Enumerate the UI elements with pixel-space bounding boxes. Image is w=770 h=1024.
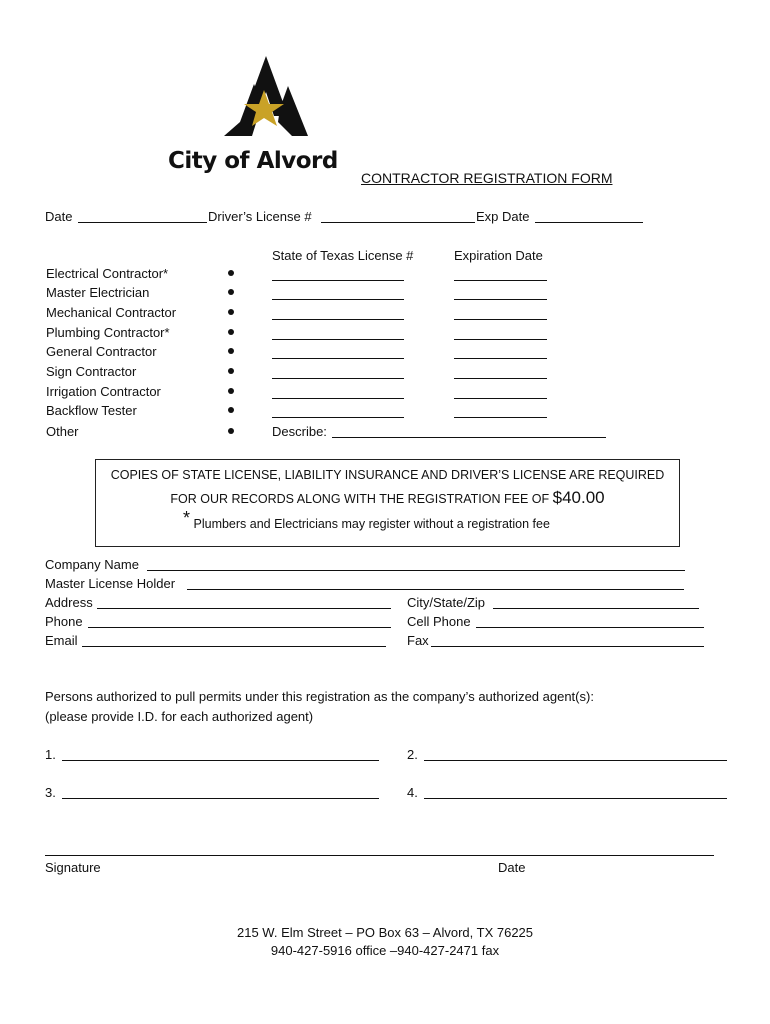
license-type-label: Plumbing Contractor* — [46, 325, 170, 340]
bullet-icon — [228, 329, 234, 335]
license-type-label: Backflow Tester — [46, 403, 137, 418]
star-a-logo-icon — [166, 52, 351, 152]
notice-line-2 — [96, 488, 679, 508]
expiration-line[interactable] — [454, 319, 547, 320]
email-line[interactable] — [82, 646, 386, 647]
bullet-icon — [228, 388, 234, 394]
license-number-line[interactable] — [272, 319, 404, 320]
license-number-line[interactable] — [272, 378, 404, 379]
agent-number-2: 2. — [407, 747, 418, 762]
exp-date-label: Exp Date — [476, 209, 530, 224]
email-label: Email — [45, 633, 78, 648]
company-name-line[interactable] — [147, 570, 685, 571]
date-label: Date — [45, 209, 73, 224]
date-line[interactable] — [78, 222, 207, 223]
signature-line[interactable] — [45, 855, 714, 856]
describe-label: Describe: — [272, 424, 327, 439]
signature-date-label: Date — [498, 860, 526, 875]
notice-line-3-text: Plumbers and Electricians may register without a registration fee — [193, 517, 550, 531]
bullet-icon — [228, 348, 234, 354]
address-line[interactable] — [97, 608, 391, 609]
agents-note: (please provide I.D. for each authorized agent) — [45, 709, 314, 724]
describe-line[interactable] — [332, 437, 606, 438]
license-type-label: General Contractor — [46, 344, 157, 359]
license-number-line[interactable] — [272, 339, 404, 340]
address-label: Address — [45, 595, 93, 610]
expiration-line[interactable] — [454, 339, 547, 340]
drivers-license-line[interactable] — [321, 222, 475, 223]
notice-box — [95, 459, 680, 547]
agent-line-2[interactable] — [424, 760, 727, 761]
city-logo — [166, 52, 351, 184]
fax-label: Fax — [407, 633, 429, 648]
fax-line[interactable] — [431, 646, 704, 647]
state-license-header: State of Texas License # — [272, 248, 414, 263]
agent-line-1[interactable] — [62, 760, 379, 761]
company-name-label: Company Name — [45, 557, 139, 572]
drivers-license-label: Driver’s License # — [208, 209, 312, 224]
bullet-icon — [228, 368, 234, 374]
license-type-label: Sign Contractor — [46, 364, 137, 379]
expiration-line[interactable] — [454, 358, 547, 359]
master-license-holder-label: Master License Holder — [45, 576, 176, 591]
agent-line-3[interactable] — [62, 798, 379, 799]
notice-line-3 — [183, 508, 550, 533]
fee-amount: $40.00 — [552, 488, 605, 507]
phone-line[interactable] — [88, 627, 391, 628]
license-type-label: Electrical Contractor* — [46, 266, 169, 281]
notice-line-1: COPIES OF STATE LICENSE, LIABILITY INSURANCE AND DRIVER’S LICENSE ARE REQUIRED — [110, 468, 665, 482]
expiration-line[interactable] — [454, 378, 547, 379]
expiration-line[interactable] — [454, 417, 547, 418]
city-state-zip-label: City/State/Zip — [407, 595, 486, 610]
bullet-icon — [228, 309, 234, 315]
expiration-line[interactable] — [454, 280, 547, 281]
cell-phone-label: Cell Phone — [407, 614, 471, 629]
bullet-icon — [228, 428, 234, 434]
agent-number-3: 3. — [45, 785, 56, 800]
notice-line-2-text: FOR OUR RECORDS ALONG WITH THE REGISTRATION FEE OF — [170, 492, 550, 506]
license-number-line[interactable] — [272, 280, 404, 281]
bullet-icon — [228, 407, 234, 413]
license-type-label: Master Electrician — [46, 285, 150, 300]
master-license-holder-line[interactable] — [187, 589, 684, 590]
license-type-label: Mechanical Contractor — [46, 305, 177, 320]
form-title: CONTRACTOR REGISTRATION FORM — [361, 170, 613, 186]
footer-phones: 940-427-5916 office –940-427-2471 fax — [270, 943, 500, 958]
expiration-line[interactable] — [454, 398, 547, 399]
license-number-line[interactable] — [272, 299, 404, 300]
bullet-icon — [228, 289, 234, 295]
city-state-zip-line[interactable] — [493, 608, 699, 609]
signature-label: Signature — [45, 860, 101, 875]
agent-number-1: 1. — [45, 747, 56, 762]
agents-intro: Persons authorized to pull permits under this registration as the company’s authorized agent(s): — [45, 689, 594, 704]
phone-label: Phone — [45, 614, 83, 629]
expiration-line[interactable] — [454, 299, 547, 300]
agent-line-4[interactable] — [424, 798, 727, 799]
license-number-line[interactable] — [272, 398, 404, 399]
exp-date-line[interactable] — [535, 222, 643, 223]
license-number-line[interactable] — [272, 358, 404, 359]
asterisk-mark: * — [183, 508, 191, 528]
license-number-line[interactable] — [272, 417, 404, 418]
license-type-label: Irrigation Contractor — [46, 384, 161, 399]
footer-address: 215 W. Elm Street – PO Box 63 – Alvord, TX 76225 — [236, 925, 534, 940]
agent-number-4: 4. — [407, 785, 418, 800]
logo-text: City of Alvord — [168, 148, 338, 174]
cell-phone-line[interactable] — [476, 627, 704, 628]
license-type-label: Other — [46, 424, 79, 439]
expiration-date-header: Expiration Date — [454, 248, 543, 263]
bullet-icon — [228, 270, 234, 276]
